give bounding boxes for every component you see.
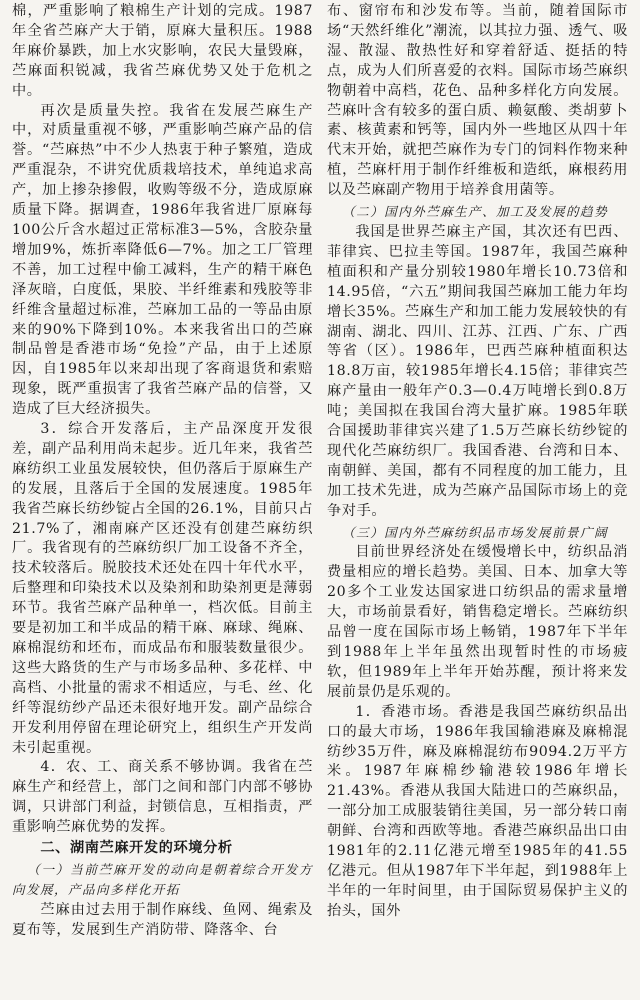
paragraph: 苎麻由过去用于制作麻线、鱼网、绳索及夏布等，发展到生产消防带、降落伞、台 xyxy=(12,901,313,938)
paragraph: 1．香港市场。香港是我国苎麻纺织品出口的最大市场，1986年我国输港麻及麻棉混纺纱35万件，麻及麻棉混纺布9094.2万平方米。1987年麻棉纱输港较1986年增长21.43%。香港从我国大陆进口的苎麻织品，一部分加工成服装销往美国，另一部分转口南朝鲜、台湾和西欧等地。香港苎麻织品出口由1981年的2.11亿港元增至1985年的41.55亿港元。但从1987年下半年起，到1988年上半年的一年时间里，由于国际贸易保护主义的抬头，国外 xyxy=(327,703,628,919)
paragraph: 布、窗帘布和沙发布等。当前，随着国际市场“天然纤维化”潮流，以其拉力强、透气、吸湿、散湿、散热性好和穿着舒适、挺括的特点，成为人们所喜爱的衣料。国际市场苎麻织物朝着中高档，花色、品种多样化方向发展。苎麻叶含有较多的蛋白质、赖氨酸、类胡萝卜素、核黄素和钙等，国内外一些地区从四十年代末开始，就把苎麻作为专门的饲料作物来种植，苎麻杆用于制作纤维板和造纸，麻根药用以及苎麻副产物用于培养食用菌等。 xyxy=(327,3,628,199)
subsection-heading: （二）国内外苎麻生产、加工及发展的趋势 xyxy=(342,204,608,220)
section-heading: 二、湖南苎麻开发的环境分析 xyxy=(40,840,233,857)
left-text-column xyxy=(12,2,313,1000)
paragraph: 目前世界经济处在缓慢增长中，纺织品消费量相应的增长趋势。美国、日本、加拿大等20多个工业发达国家进口纺织品的需求量增大，市场前景看好，销售稳定增长。苎麻纺织品曾一度在国际市场上畅销，1987年下半年到1988年上半年虽然出现暂时性的市场疲软，但1989年上半年开始苏醒，预计将来发展前景仍是乐观的。 xyxy=(327,544,628,700)
column-gutter xyxy=(319,0,320,1000)
subsection-heading: （三）国内外苎麻纺织品市场发展前景广阔 xyxy=(342,524,608,540)
subsection-heading: （一）当前苎麻开发的动向是朝着综合开发方向发展，产品向多样化开拓 xyxy=(12,861,313,897)
paragraph: 3．综合开发落后，主产品深度开发很差，副产品利用尚未起步。近几年来，我省苎麻纺织工业虽发展较快，但仍落后于原麻生产的发展，且落后于全国的发展速度。1985年我省苎麻长纺纱锭占全国的26.1%，目前只占21.7%了，湘南麻产区还没有创建苎麻纺织厂。我省现有的苎麻纺织厂加工设备不齐全，技术较落后。脱胶技术还处在四十年代水平，后整理和印染技术以及染剂和助染剂更是薄弱环节。我省苎麻产品种单一，档次低。目前主要是初加工和半成品的精干麻、麻球、绳麻、麻棉混纺和坯布，而成品布和服装数量很少。这些大路货的生产与市场多品种、多花样、中高档、小批量的需求不相适应，与毛、丝、化纤等混纺纱产品还未很好地开发。副产品综合开发利用停留在理论研究上，组织生产开发尚未引起重视。 xyxy=(12,421,313,756)
paragraph: 4．农、工、商关系不够协调。我省在苎麻生产和经营上，部门之间和部门内部不够协调，只讲部门利益，封锁信息，互相指责，严重影响苎麻优势的发挥。 xyxy=(12,759,313,836)
paragraph: 棉，严重影响了粮棉生产计划的完成。1987年全省苎麻产大于销，原麻大量积压。1988年麻价暴跌，加上水灾影响，农民大量毁麻，苎麻面积锐减，我省苎麻优势又处于危机之中。 xyxy=(12,3,313,99)
right-text-column xyxy=(327,2,628,1000)
paragraph: 我国是世界苎麻主产国，其次还有巴西、菲律宾、巴拉圭等国。1987年，我国苎麻种植面积和产量分别较1980年增长10.73倍和14.95倍，“六五”期间我国苎麻加工能力年均增长35%。苎麻生产和加工能力发展较快的有湖南、湖北、四川、江苏、江西、广东、广西等省（区）。1986年，巴西苎麻种植面积达18.8万亩，较1985年增长4.15倍；菲律宾苎麻产量由一般年产0.3—0.4万吨增长到0.8万吨；美国拟在我国台湾大量扩麻。1985年联合国援助菲律宾兴建了1.5万苎麻长纺纱锭的现代化苎麻纺织厂。我国香港、台湾和日本、南朝鲜、美国，都有不同程度的加工能力，且加工技术先进，成为苎麻产品国际市场上的竞争对手。 xyxy=(327,223,628,519)
paragraph: 再次是质量失控。我省在发展苎麻生产中，对质量重视不够，严重影响苎麻产品的信誉。“苎麻热”中不少人热衷于种子繁殖，造成严重混杂，不讲究优质栽培技术，单纯追求高产，加上掺杂掺假，收购等级不分，造成原麻质量下降。据调查，1986年我省进厂原麻每100公斤含水超过正常标准3—5%，含胶杂量增加9%，炼折率降低6—7%。加之工厂管理不善，加工过程中偷工减料，生产的精干麻色泽灰暗，白度低，果胶、半纤维素和残胶等非纤维含量超过标准，苎麻加工品的一等品由原来的90%下降到10%。本来我省出口的苎麻制品曾是香港市场“免捡”产品，由于上述原因，自1985年以来却出现了客商退货和索赔现象，既严重损害了我省苎麻产品的信誉，又造成了巨大经济损失。 xyxy=(12,102,313,418)
